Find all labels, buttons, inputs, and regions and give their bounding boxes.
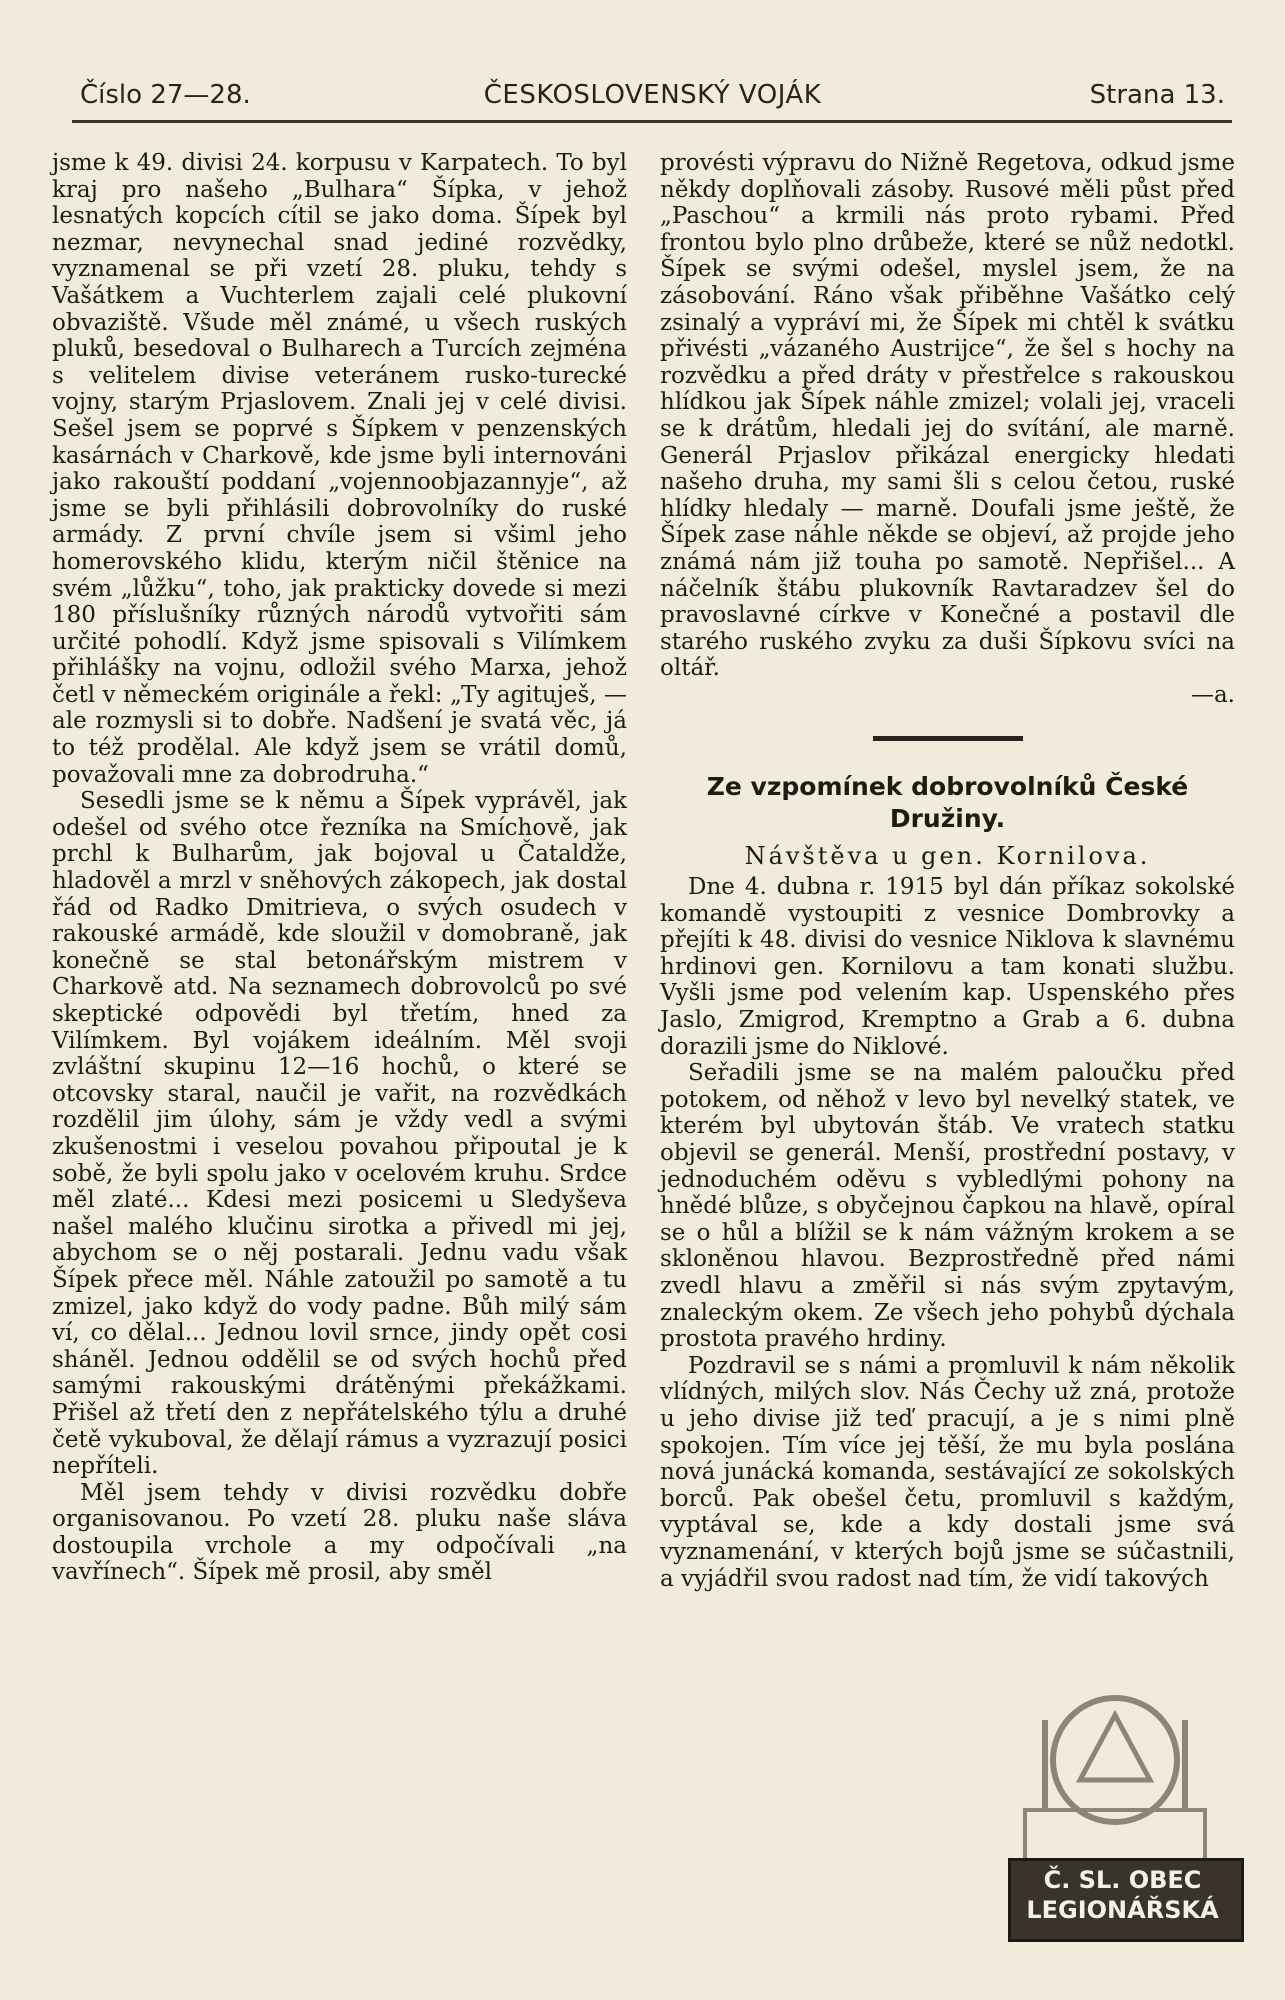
page-number: Strana 13.	[1089, 80, 1225, 110]
right-paragraph-1: Dne 4. dubna r. 1915 byl dán příkaz sokolské komandě vystoupiti z vesnice Dombrovky a přejíti k 48. divisi do vesnice Niklova k slavnému hrdinovi gen. Kornilovu a tam konati službu. Vyšli jsme pod velením kap. Uspenského přes Jaslo, Zmigrod, Kremptno a Grab a 6. dubna dorazili jsme do Niklové.	[660, 874, 1235, 1060]
page-header	[80, 80, 1225, 120]
issue-number: Číslo 27—28.	[80, 80, 251, 110]
section-separator	[873, 736, 1023, 741]
section-title: Ze vzpomínek dobrovolníků České Družiny.	[706, 772, 1189, 834]
publication-title: ČESKOSLOVENSKÝ VOJÁK	[483, 80, 822, 110]
left-paragraph-1: jsme k 49. divisi 24. korpusu v Karpatech. To byl kraj pro našeho „Bulhara“ Šípka, v jehož lesnatých kopcích cítil se jako doma. Šípek byl nezmar, nevynechal snad jediné rozvědky, vyznamenal se při vzetí 28. pluku, tehdy s Vašátkem a Vuchterlem zajali celé plukovní obvaziště. Všude měl známé, u všech ruských pluků, besedoval o Bulharech a Turcích zejména s velitelem divise veteránem rusko-turecké vojny, starým Prjaslovem. Znali jej v celé divisi. Sešel jsem se poprvé s Šípkem v penzenských kasárnách v Charkově, kde jsme byli internováni jako rakouští poddaní „vojennoobjazannyje“, až jsme se byli přihlásili dobrovolníky do ruské armády. Z první chvíle jsem si všiml jeho homerovského klidu, kterým ničil štěnice na svém „lůžku“, toho, jak prakticky dovede si mezi 180 příslušníky různých národů vytvořiti sám určité pohodlí. Když jsme spisovali s Vilímkem přihlášky na vojnu, odložil svého Marxa, jehož četl v německém originále a řekl: „Ty agituješ, — ale rozmysli si to dobře. Nadšení je svatá věc, já to též prodělal. Ale když jsem se vrátil domů, považovali mne za dobrodruha.“	[52, 150, 627, 788]
right-column	[660, 150, 1235, 1592]
right-paragraph-3: Pozdravil se s námi a promluvil k nám několik vlídných, milých slov. Nás Čechy už zná, protože u jeho divise již teď pracují, a je s nimi plně spokojen. Tím více jej těší, že mu byla poslána nová junácká komanda, sestávající ze sokolských borců. Pak obešel četu, promluvil s každým, vyptával se, kde a kdy dostali jsme svá vyznamenání, v kterých bojů jsme se súčastnili, a vyjádřil svou radost nad tím, že vidí takových	[660, 1352, 1235, 1592]
left-paragraph-3: Měl jsem tehdy v divisi rozvědku dobře organisovanou. Po vzetí 28. pluku naše sláva dostoupila vrchole a my odpočívali „na vavřínech“. Šípek mě prosil, aby směl	[52, 1479, 627, 1586]
header-rule	[72, 120, 1232, 123]
left-paragraph-2: Sesedli jsme se k němu a Šípek vyprávěl, jak odešel od svého otce řezníka na Smíchově, jak prchl k Bulharům, jak bojoval u Čataldže, hladověl a mrzl v sněhových zákopech, jak dostal řád od Radko Dmitrieva, o svých osudech v rakouské armádě, kde sloužil v domobraně, jak konečně se stal betonářským mistrem v Charkově atd. Na seznamech dobrovolců po své skeptické odpovědi byl třetím, hned za Vilímkem. Byl vojákem ideálním. Měl svoji zvláštní skupinu 12—16 hochů, o které se otcovsky staral, naučil je vařit, na rozvědkách rozdělil jim úlohy, sám je vždy vedl a svými zkušenostmi i veselou povahou připoutal je k sobě, že byli spolu jako v ocelovém kruhu. Srdce měl zlaté... Kdesi mezi posicemi u Sledyševa našel malého klučinu sirotka a přivedl mi jej, abychom se o něj postarali. Jednu vadu však Šípek přece měl. Náhle zatoužil po samotě a tu zmizel, jako když do vody padne. Bůh milý sám ví, co dělal... Jednou lovil srnce, jindy opět cosi sháněl. Jednou oddělil se od svých hochů před samými rakouskými drátěnými překážkami. Přišel až třetí den z nepřátelského týlu a druhé četě vykuboval, že dělají rámus a vyzrazují posici nepříteli.	[52, 788, 627, 1480]
right-continuation: provésti výpravu do Nižně Regetova, odkud jsme někdy doplňovali zásoby. Rusové měli půst před „Paschou“ a krmili nás proto rybami. Před frontou bylo plno drůbeže, které se nůž nedotkl. Šípek se svými odešel, myslel jsem, že na zásobování. Ráno však přiběhne Vašátko celý zsinalý a vypráví mi, že Šípek mi chtěl k svátku přivésti „vázaného Austrijce“, že šel s hochy na rozvědku a před dráty v přestřelce s rakouskou hlídkou jak Šípek náhle zmizel; volali jej, vraceli se k drátům, hledali jej do svítání, ale marně. Generál Prjaslov přikázal energicky hledati našeho druha, my sami šli s celou četou, ruské hlídky hledaly — marně. Doufali jsme ještě, že Šípek zase náhle někde se objeví, až projde jeho známá nám již touha po samotě. Nepřišel... A náčelník štábu plukovník Ravtaradzev šel do pravoslavné církve v Konečné a postavil dle starého ruského zvyku za duši Šípkovu svíci na oltář.	[660, 150, 1235, 682]
legion-stamp-text	[1010, 1865, 1235, 1925]
stamp-line-2: LEGIONÁŘSKÁ	[1026, 1896, 1219, 1924]
right-paragraph-2: Seřadili jsme se na malém paloučku před potokem, od něhož v levo byl nevelký statek, ve kterém byl ubytován štáb. Ve vratech statku objevil se generál. Menší, prostřední postavy, v jednoduchém oděvu s vybledlými pohony na hnědé blůze, s obyčejnou čapkou na hlavě, opíral se o hůl a blížil se k nám vážným krokem a se skloněnou hlavou. Bezprostředně před námi zvedl hlavu a změřil si nás svým zpytavým, znaleckým okem. Ze všech jeho pohybů dýchala prostota pravého hrdiny.	[660, 1060, 1235, 1353]
article-subtitle: Návštěva u gen. Kornilova.	[744, 842, 1151, 871]
author-signature: —a.	[1190, 681, 1235, 708]
left-column	[52, 150, 627, 1586]
stamp-line-1: Č. SL. OBEC	[1043, 1866, 1202, 1894]
